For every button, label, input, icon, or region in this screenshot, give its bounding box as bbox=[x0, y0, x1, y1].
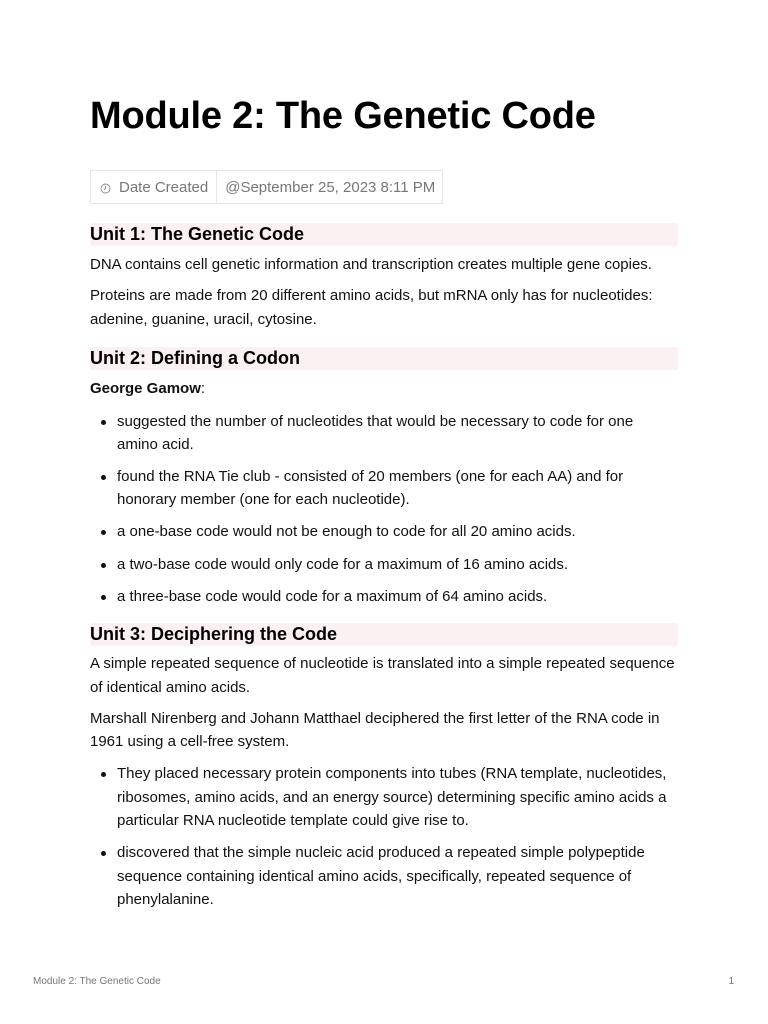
property-value[interactable]: @September 25, 2023 8:11 PM bbox=[225, 178, 436, 196]
unit-1-paragraph-2: Proteins are made from 20 different amino acids, but mRNA only has for nucleotides: adenine, guanine, uracil, cytosine. bbox=[90, 287, 653, 328]
person-suffix: : bbox=[200, 380, 206, 397]
list-item: They placed necessary protein components into tubes (RNA template, nucleotides, ribosomes, amino acids, and an energy source) determining specific amino acids a particular RNA nucleotide template could give rise to. bbox=[117, 762, 678, 833]
list-item: found the RNA Tie club - consisted of 20 members (one for each AA) and for honorary member (one for each nucleotide). bbox=[117, 465, 678, 512]
list-item: discovered that the simple nucleic acid produced a repeated simple polypeptide sequence containing identical amino acids, specifically, repeated sequence of phenylalanine. bbox=[117, 841, 678, 912]
clock-icon bbox=[100, 183, 111, 194]
list-item: a one-base code would not be enough to code for all 20 amino acids. bbox=[117, 520, 678, 544]
person-name: George Gamow bbox=[90, 380, 201, 397]
unit-3-paragraph-2: Marshall Nirenberg and Johann Matthael deciphered the first letter of the RNA code in 1961 using a cell-free system. bbox=[90, 709, 660, 750]
list-item: a two-base code would only code for a maximum of 16 amino acids. bbox=[117, 553, 678, 577]
list-item: a three-base code would code for a maximum of 64 amino acids. bbox=[117, 585, 678, 609]
footer-title: Module 2: The Genetic Code bbox=[33, 976, 161, 987]
unit-3-heading: Unit 3: Deciphering the Code bbox=[90, 623, 678, 646]
unit-2-heading: Unit 2: Defining a Codon bbox=[90, 347, 678, 370]
footer-page-number: 1 bbox=[728, 976, 734, 987]
unit-3-bullet-list bbox=[90, 762, 678, 912]
unit-2-bullet-list bbox=[90, 410, 678, 609]
property-row bbox=[90, 170, 443, 204]
unit-3-paragraph-1: A simple repeated sequence of nucleotide is translated into a simple repeated sequence of identical amino acids. bbox=[90, 655, 675, 696]
page-title: Module 2: The Genetic Code bbox=[90, 95, 596, 137]
list-item: suggested the number of nucleotides that would be necessary to code for one amino acid. bbox=[117, 410, 678, 457]
unit-1-heading: Unit 1: The Genetic Code bbox=[90, 223, 678, 246]
property-key-label: Date Created bbox=[119, 178, 209, 196]
unit-2-intro bbox=[90, 377, 678, 401]
document-body bbox=[90, 223, 678, 912]
property-key bbox=[91, 171, 217, 203]
unit-1-paragraph-1: DNA contains cell genetic information and transcription creates multiple gene copies. bbox=[90, 256, 652, 273]
